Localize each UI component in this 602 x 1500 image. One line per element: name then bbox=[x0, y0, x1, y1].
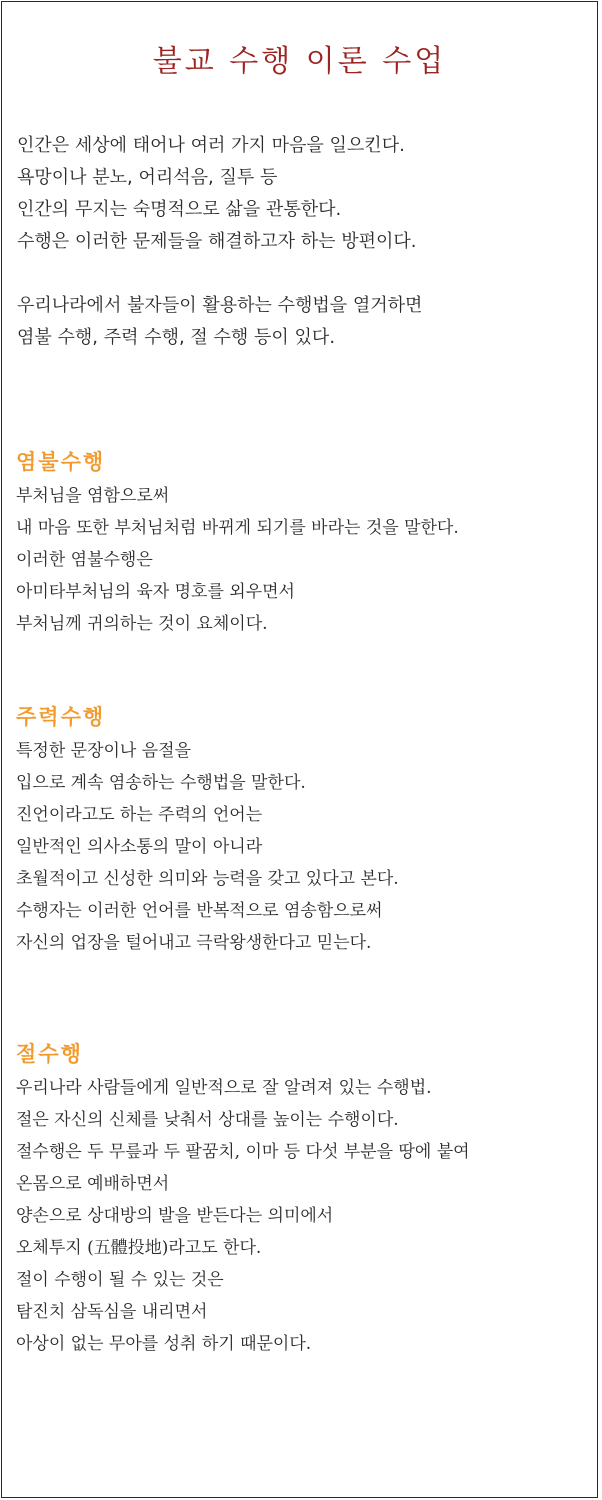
section-juryeok bbox=[16, 699, 589, 959]
section-jeol bbox=[16, 1036, 589, 1360]
section-line: 수행자는 이러한 언어를 반복적으로 염송함으로써 bbox=[16, 901, 383, 921]
section-line: 오체투지 (五體投地)라고도 한다. bbox=[16, 1238, 262, 1258]
section-line: 부처님을 염함으로써 bbox=[16, 486, 170, 506]
section-line: 내 마음 또한 부처님처럼 바뀌게 되기를 바라는 것을 말한다. bbox=[16, 518, 459, 538]
document-page bbox=[1, 1, 598, 1498]
section-line: 부처님께 귀의하는 것이 요체이다. bbox=[16, 614, 268, 634]
section-line: 온몸으로 예배하면서 bbox=[16, 1174, 170, 1194]
section-heading: 염불수행 bbox=[16, 450, 106, 474]
section-line: 입으로 계속 염송하는 수행법을 말한다. bbox=[16, 773, 306, 793]
section-line: 특정한 문장이나 음절을 bbox=[16, 741, 192, 761]
section-line: 탐진치 삼독심을 내리면서 bbox=[16, 1302, 208, 1322]
section-heading: 절수행 bbox=[16, 1042, 83, 1066]
section-line: 자신의 업장을 털어내고 극락왕생한다고 믿는다. bbox=[16, 933, 372, 953]
section-line: 아미타부처님의 육자 명호를 외우면서 bbox=[16, 582, 295, 602]
section-yeombul bbox=[16, 444, 589, 640]
section-line: 절수행은 두 무릎과 두 팔꿈치, 이마 등 다섯 부분을 땅에 붙여 bbox=[16, 1142, 470, 1162]
section-heading: 주력수행 bbox=[16, 705, 106, 729]
section-line: 초월적이고 신성한 의미와 능력을 갖고 있다고 본다. bbox=[16, 869, 399, 889]
section-line: 절은 자신의 신체를 낮춰서 상대를 높이는 수행이다. bbox=[16, 1110, 399, 1130]
paragraph-gap bbox=[17, 258, 587, 290]
section-line: 아상이 없는 무아를 성취 하기 때문이다. bbox=[16, 1334, 312, 1354]
intro-line: 욕망이나 분노, 어리석음, 질투 등 bbox=[17, 167, 278, 188]
section-line: 이러한 염불수행은 bbox=[16, 550, 153, 570]
intro-line: 인간은 세상에 태어나 여러 가지 마음을 일으킨다. bbox=[17, 135, 405, 156]
page-title: 불교 수행 이론 수업 bbox=[152, 44, 447, 79]
section-line: 우리나라 사람들에게 일반적으로 잘 알려져 있는 수행법. bbox=[16, 1078, 432, 1098]
intro-line: 염불 수행, 주력 수행, 절 수행 등이 있다. bbox=[17, 327, 336, 348]
intro-line: 인간의 무지는 숙명적으로 삶을 관통한다. bbox=[17, 199, 342, 220]
intro-text bbox=[17, 130, 587, 354]
section-line: 진언이라고도 하는 주력의 언어는 bbox=[16, 805, 263, 825]
section-line: 절이 수행이 될 수 있는 것은 bbox=[16, 1270, 224, 1290]
section-line: 양손으로 상대방의 발을 받든다는 의미에서 bbox=[16, 1206, 334, 1226]
intro-line: 우리나라에서 불자들이 활용하는 수행법을 열거하면 bbox=[17, 295, 423, 316]
section-line: 일반적인 의사소통의 말이 아니라 bbox=[16, 837, 263, 857]
intro-line: 수행은 이러한 문제들을 해결하고자 하는 방편이다. bbox=[17, 231, 417, 252]
